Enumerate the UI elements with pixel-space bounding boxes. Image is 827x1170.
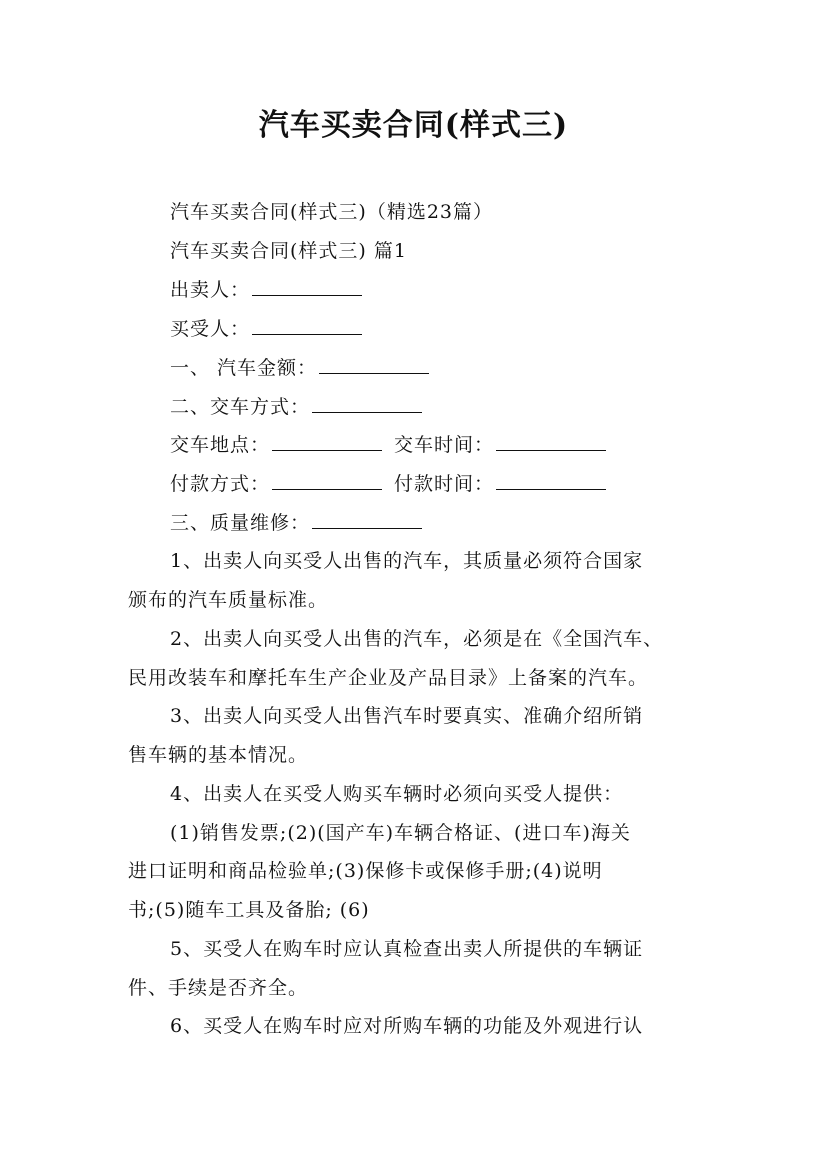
amount-line [170, 354, 429, 382]
payment-time-label: 付款时间： [394, 473, 495, 495]
quality-line [170, 509, 422, 537]
seller-blank[interactable] [252, 277, 362, 296]
payment-method-label: 付款方式： [170, 473, 271, 495]
paragraph-7-line-1: 6、买受人在购车时应对所购车辆的功能及外观进行认 [170, 1015, 644, 1037]
seller-label: 出卖人： [170, 279, 251, 301]
section-heading: 汽车买卖合同(样式三) 篇1 [170, 240, 407, 262]
delivery-method-blank[interactable] [312, 394, 422, 413]
document-title: 汽车买卖合同(样式三) [258, 108, 569, 143]
buyer-blank[interactable] [252, 316, 362, 335]
paragraph-1-line-2: 颁布的汽车质量标准。 [128, 589, 329, 611]
paragraph-2-line-1: 2、出卖人向买受人出售的汽车，必须是在《全国汽车、 [170, 628, 664, 650]
paragraph-3-line-2: 售车辆的基本情况。 [128, 744, 309, 766]
delivery-method-label: 二、交车方式： [170, 396, 311, 418]
paragraph-5-line-1: (1)销售发票;(2)(国产车)车辆合格证、(进口车)海关 [170, 822, 631, 844]
paragraph-3-line-1: 3、出卖人向买受人出售汽车时要真实、准确介绍所销 [170, 705, 644, 727]
delivery-time-blank[interactable] [496, 432, 606, 451]
paragraph-6-line-1: 5、买受人在购车时应认真检查出卖人所提供的车辆证 [170, 938, 644, 960]
delivery-place-blank[interactable] [272, 432, 382, 451]
paragraph-2-line-2: 民用改装车和摩托车生产企业及产品目录》上备案的汽车。 [128, 667, 649, 689]
payment-time-blank[interactable] [496, 471, 606, 490]
buyer-line [170, 315, 362, 343]
buyer-label: 买受人： [170, 318, 251, 340]
subtitle: 汽车买卖合同(样式三)（精选23篇） [170, 201, 494, 223]
delivery-method-line [170, 393, 422, 421]
paragraph-5-line-3: 书;(5)随车工具及备胎; (6) [128, 899, 370, 921]
quality-blank[interactable] [312, 510, 422, 529]
payment-method-blank[interactable] [272, 471, 382, 490]
delivery-place-time-line [170, 431, 606, 459]
amount-blank[interactable] [319, 355, 429, 374]
paragraph-4: 4、出卖人在买受人购买车辆时必须向买受人提供： [170, 783, 624, 805]
seller-line [170, 276, 362, 304]
delivery-time-label: 交车时间： [394, 434, 495, 456]
paragraph-5-line-2: 进口证明和商品检验单;(3)保修卡或保修手册;(4)说明 [128, 860, 603, 882]
paragraph-6-line-2: 件、手续是否齐全。 [128, 977, 309, 999]
amount-label: 一、 汽车金额： [170, 357, 318, 379]
delivery-place-label: 交车地点： [170, 434, 271, 456]
payment-line [170, 470, 606, 498]
paragraph-1-line-1: 1、出卖人向买受人出售的汽车，其质量必须符合国家 [170, 550, 644, 572]
quality-label: 三、质量维修： [170, 512, 311, 534]
